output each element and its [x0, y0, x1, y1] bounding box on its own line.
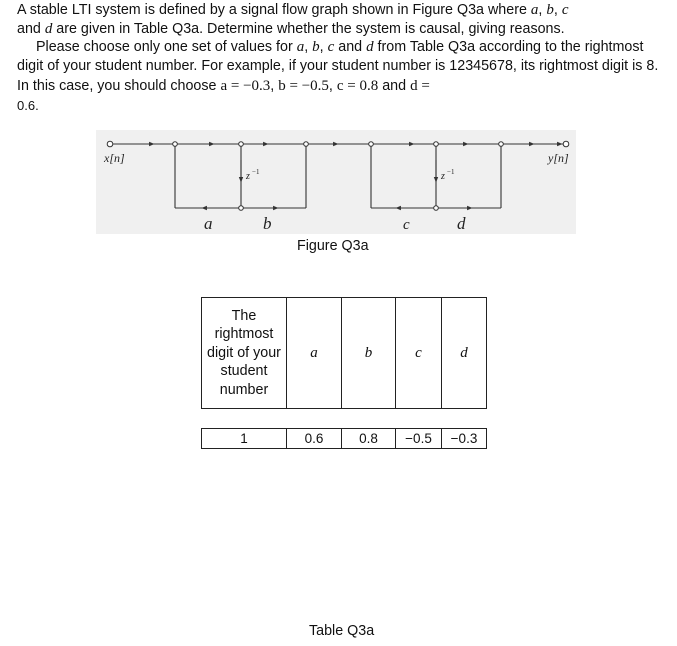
- output-node: [563, 141, 569, 147]
- var-d: d: [366, 39, 374, 55]
- cell-digit: 1: [202, 429, 287, 449]
- signal-flow-graph: [96, 130, 576, 234]
- var-a: a: [296, 39, 305, 55]
- problem-paragraph-2: [17, 38, 665, 117]
- and-word: and: [334, 39, 367, 55]
- p1-text-a: A stable LTI system is defined by a signal flow graph shown in Figure Q3a where: [17, 2, 531, 18]
- value-a: a = −0.3: [220, 77, 271, 94]
- sep: ,: [304, 39, 313, 55]
- var-b: b: [312, 39, 320, 55]
- signal-flow-graph-svg: [96, 130, 576, 234]
- p1-text-c: are given in Table Q3a. Determine whether the system is causal, giving reasons.: [52, 21, 565, 38]
- header-b-cell: b: [342, 298, 396, 409]
- coef-label-a: a: [204, 214, 213, 233]
- cell-b: 0.8: [342, 429, 396, 449]
- node: [434, 142, 439, 147]
- node: [173, 142, 178, 147]
- delay-label-1: z: [246, 171, 250, 182]
- node: [239, 206, 244, 211]
- figure-caption: Figure Q3a: [297, 238, 369, 254]
- p2-text-c: and: [378, 77, 411, 94]
- delay-label-2: z: [441, 171, 445, 182]
- value-d-number: 0.6: [17, 98, 36, 114]
- delay-exp-2: −1: [447, 168, 455, 176]
- problem-paragraph-1: [17, 1, 665, 40]
- value-d: d =: [410, 77, 430, 94]
- node: [304, 142, 309, 147]
- input-node: [107, 141, 113, 147]
- coef-label-b: b: [263, 214, 272, 233]
- cell-c: −0.5: [396, 429, 442, 449]
- sep: ,: [538, 2, 547, 18]
- table-row: [202, 429, 487, 449]
- header-digit-text: The rightmost digit of your student number: [207, 307, 281, 398]
- sep: ,: [319, 39, 328, 55]
- var-d: d: [44, 21, 53, 38]
- input-label: x[n]: [104, 151, 125, 165]
- table-caption: Table Q3a: [309, 623, 375, 639]
- value-b: b = −0.5: [278, 77, 329, 94]
- output-label: y[n]: [548, 151, 569, 165]
- var-a: a: [530, 2, 539, 18]
- header-d-cell: d: [442, 298, 487, 409]
- coef-label-d: d: [457, 214, 466, 233]
- period: .: [35, 98, 39, 114]
- p1-text-b: and: [17, 21, 45, 38]
- sep: ,: [328, 77, 337, 94]
- sep: ,: [270, 77, 279, 94]
- node: [434, 206, 439, 211]
- header-c-cell: c: [396, 298, 442, 409]
- header-a-cell: a: [287, 298, 342, 409]
- cell-a: 0.6: [287, 429, 342, 449]
- node: [239, 142, 244, 147]
- value-c: c = 0.8: [336, 77, 379, 94]
- sep: ,: [553, 2, 562, 18]
- table-values: [201, 428, 487, 449]
- delay-exp-1: −1: [252, 168, 260, 176]
- header-digit-cell: [202, 298, 287, 409]
- node: [499, 142, 504, 147]
- table-header: [201, 297, 487, 409]
- p2-text-a: Please choose only one set of values for: [36, 39, 297, 55]
- var-c: c: [327, 39, 335, 55]
- cell-d: −0.3: [442, 429, 487, 449]
- var-b: b: [546, 2, 554, 18]
- node: [369, 142, 374, 147]
- coef-label-c: c: [403, 217, 410, 233]
- var-c: c: [561, 2, 569, 18]
- table-header-row: [202, 298, 487, 409]
- p2-text-b: from Table Q3a according to the rightmost digit of your student number. For example, if your student number is 12345678, its rightmost digit is 8. In this case, you should choose: [17, 39, 659, 94]
